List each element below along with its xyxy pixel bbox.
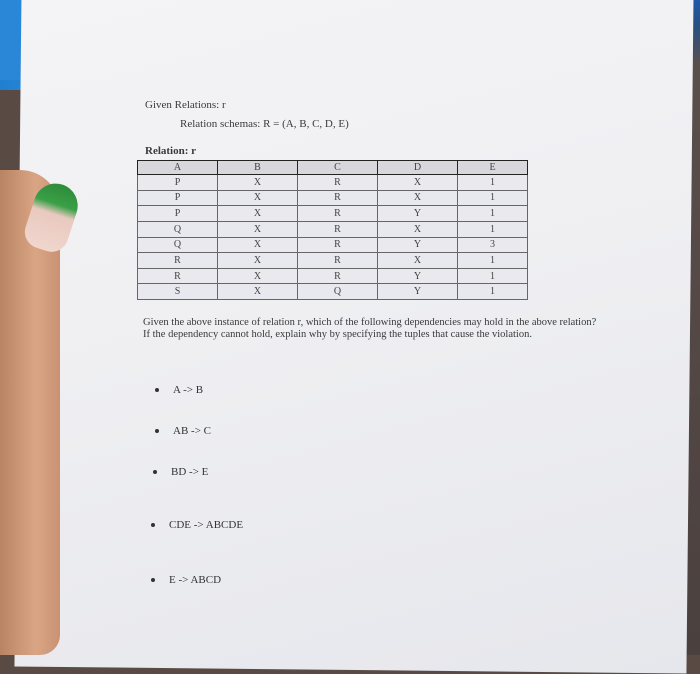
table-cell: 1 [458, 190, 528, 206]
table-cell: R [298, 221, 378, 237]
table-cell: X [218, 221, 298, 237]
table-cell: R [138, 253, 218, 269]
table-cell: 1 [458, 268, 528, 284]
table-cell: S [138, 284, 218, 300]
table-row [138, 175, 528, 191]
table-cell: P [138, 175, 218, 191]
table-cell: X [378, 221, 458, 237]
table-cell: R [298, 268, 378, 284]
table-cell: X [218, 284, 298, 300]
column-header: B [218, 161, 298, 175]
table-cell: 3 [458, 237, 528, 253]
table-cell: X [218, 268, 298, 284]
table-header-row [138, 161, 528, 175]
table-cell: 1 [458, 284, 528, 300]
table-cell: R [298, 175, 378, 191]
bullet-icon [155, 388, 159, 392]
table-row [138, 206, 528, 222]
table-row [138, 284, 528, 300]
table-cell: R [138, 268, 218, 284]
table-cell: X [218, 190, 298, 206]
table-cell: 1 [458, 253, 528, 269]
table-cell: R [298, 253, 378, 269]
table-cell: X [218, 175, 298, 191]
table-row [138, 268, 528, 284]
column-header: E [458, 161, 528, 175]
dependency-item [151, 574, 221, 586]
table-cell: P [138, 206, 218, 222]
dependency-label: A -> B [173, 384, 204, 396]
table-cell: Y [378, 284, 458, 300]
bullet-icon [153, 470, 157, 474]
dependency-label: BD -> E [171, 466, 209, 478]
table-cell: X [218, 237, 298, 253]
table-cell: R [298, 237, 378, 253]
table-row [138, 221, 528, 237]
table-cell: R [298, 190, 378, 206]
table-cell: X [218, 206, 298, 222]
table-cell: Q [138, 221, 218, 237]
dependency-label: CDE -> ABCDE [169, 519, 244, 531]
table-cell: Y [378, 268, 458, 284]
relation-schema: Relation schemas: R = (A, B, C, D, E) [180, 118, 349, 130]
table-cell: R [298, 206, 378, 222]
table-cell: X [378, 190, 458, 206]
table-cell: 1 [458, 206, 528, 222]
dependency-label: AB -> C [173, 425, 211, 437]
dependency-item [155, 384, 203, 396]
dependency-item [155, 425, 211, 437]
question-text: Given the above instance of relation r, which of the following dependencies may hold in the above relation? If the dependency cannot hold, explain why by specifying the tuples that cause the violation. [143, 317, 597, 340]
dependency-item [151, 519, 243, 531]
table-cell: 1 [458, 175, 528, 191]
table-cell: Q [298, 284, 378, 300]
table-cell: Q [138, 237, 218, 253]
column-header: D [378, 161, 458, 175]
dependency-label: E -> ABCD [169, 574, 222, 586]
table-row [138, 253, 528, 269]
table-row [138, 237, 528, 253]
table-cell: X [218, 253, 298, 269]
bullet-icon [151, 578, 155, 582]
bullet-icon [155, 429, 159, 433]
column-header: C [298, 161, 378, 175]
table-cell: 1 [458, 221, 528, 237]
table-cell: Y [378, 206, 458, 222]
column-header: A [138, 161, 218, 175]
given-relations-heading: Given Relations: r [145, 99, 226, 111]
table-row [138, 190, 528, 206]
relation-label: Relation: r [145, 145, 197, 157]
table-cell: X [378, 175, 458, 191]
bullet-icon [151, 523, 155, 527]
relation-table [137, 160, 528, 300]
table-cell: P [138, 190, 218, 206]
table-cell: X [378, 253, 458, 269]
table-cell: Y [378, 237, 458, 253]
dependency-item [153, 466, 208, 478]
